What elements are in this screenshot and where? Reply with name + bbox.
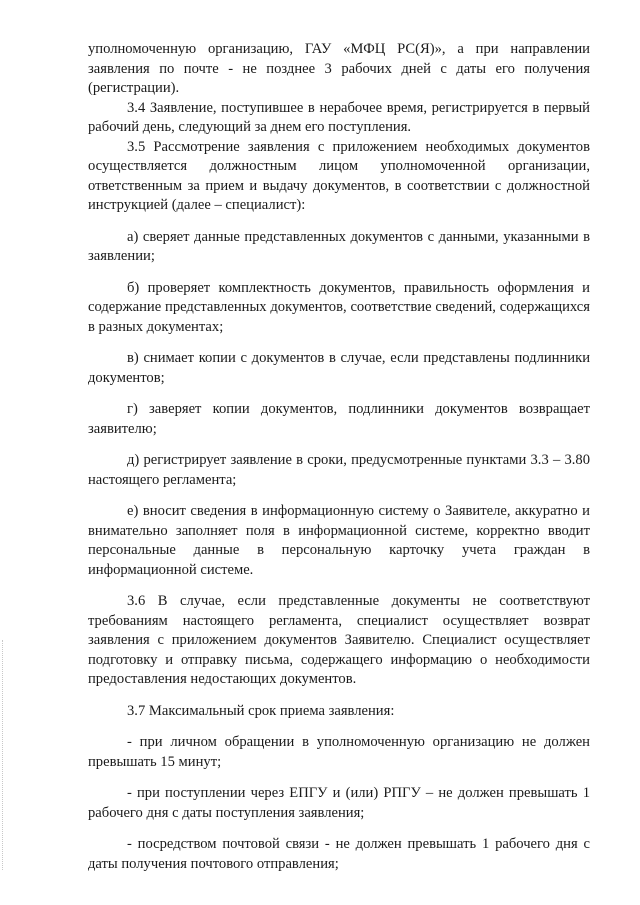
paragraph-3-6: 3.6 В случае, если представленные документы не соответствуют требованиям настоящего регламента, специалист осуществляет возврат заявления с приложением документов Заявителю. Специалист осуществляет подготовку и отправку письма, содержащего информацию о необходимости предоставления недостающих документов.	[88, 593, 590, 687]
dash-item-personal: - при личном обращении в уполномоченную организацию не должен превышать 15 минут;	[88, 734, 590, 770]
dash-item-portal: - при поступлении через ЕПГУ и (или) РПГУ – не должен превышать 1 рабочего дня с даты поступления заявления;	[88, 785, 590, 821]
list-item-g: г) заверяет копии документов, подлинники документов возвращает заявителю;	[88, 401, 590, 437]
paragraph-3-7: 3.7 Максимальный срок приема заявления:	[127, 702, 395, 719]
list-item-d: д) регистрирует заявление в сроки, предусмотренные пунктами 3.3 – 3.80 настоящего регламента;	[88, 452, 590, 488]
scan-edge-line	[2, 640, 4, 870]
document-body	[88, 40, 590, 874]
list-item-a: а) сверяет данные представленных документов с данными, указанными в заявлении;	[88, 228, 590, 264]
list-item-v: в) снимает копии с документов в случае, если представлены подлинники документов;	[88, 350, 590, 386]
list-item-b: б) проверяет комплектность документов, правильность оформления и содержание представленных документов, соответствие сведений, содержащихся в разных документах;	[88, 279, 590, 335]
paragraph-3-4: 3.4 Заявление, поступившее в нерабочее время, регистрируется в первый рабочий день, следующий за днем его поступления.	[88, 99, 590, 135]
list-item-e: е) вносит сведения в информационную систему о Заявителе, аккуратно и внимательно заполняет поля в информационной системе, корректно вводит персональные данные в персональную карточку учета граждан в информационной системе.	[88, 503, 590, 578]
paragraph-3-5: 3.5 Рассмотрение заявления с приложением необходимых документов осуществляется должностным лицом уполномоченной организации, ответственным за прием и выдачу документов, в соответствии с должностной инструкцией (далее – специалист):	[88, 138, 590, 213]
paragraph-continuation: уполномоченную организацию, ГАУ «МФЦ РС(Я)», а при направлении заявления по почте - не позднее 3 рабочих дней с даты его получения (регистрации).	[88, 41, 590, 96]
dash-item-post: - посредством почтовой связи - не должен превышать 1 рабочего дня с даты получения почтового отправления;	[88, 836, 590, 872]
